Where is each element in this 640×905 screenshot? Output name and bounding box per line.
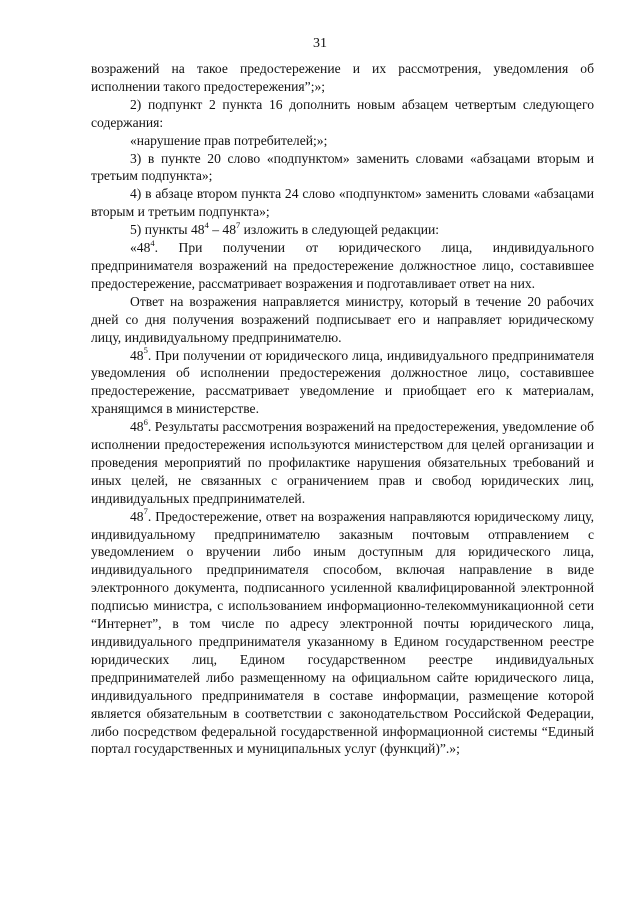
superscript-index: 5 [143, 344, 148, 355]
text-segment: 3) в пункте 20 слово «подпунктом» заменить словами «абзацами вторым и третьим подпункта»; [91, 150, 594, 184]
text-segment: – 48 [208, 222, 236, 238]
text-segment: «48 [130, 240, 151, 256]
text-segment: . При получении от юридического лица, индивидуального предпринимателя уведомления об исполнении предостережения должностное лицо, составившее предостережение, рассматривает уведомление и приобщает его к материалам, хранящимся в министерстве. [91, 347, 594, 417]
text-segment: 48 [130, 508, 144, 524]
text-segment: 48 [130, 419, 144, 435]
paragraph-9 [91, 344, 594, 419]
superscript-index: 7 [236, 219, 241, 230]
paragraph-2 [91, 96, 594, 132]
text-segment: Ответ на возражения направляется министру, который в течение 20 рабочих дней со дня получения возражений подписывает его и направляет юридическому лицу, индивидуальному предпринимателю. [91, 293, 594, 345]
paragraph-10 [91, 418, 594, 508]
paragraph-1 [91, 60, 594, 96]
superscript-index: 4 [150, 237, 155, 248]
paragraph-8 [91, 293, 594, 347]
text-segment: возражений на такое предостережение и их рассмотрения, уведомления об исполнении такого предостережения”;»; [91, 61, 594, 94]
text-segment: 48 [130, 347, 144, 363]
text-segment: изложить в следующей редакции: [240, 222, 440, 238]
page-number: 31 [313, 36, 327, 51]
text-segment: . При получении от юридического лица, индивидуального предпринимателя возражений на предостережение должностное лицо, составившее предостережение, рассматривает возражения и подготавливает ответ на них. [91, 240, 594, 291]
paragraph-7 [91, 239, 594, 293]
text-segment: «нарушение прав потребителей;»; [130, 132, 328, 148]
text-segment: . Результаты рассмотрения возражений на предостережения, уведомление об исполнении предостережения используются министерством для целей организации и проведения мероприятий по профилактике нарушения обязательных требований и иных целей, не связанных с ограничением прав и свобод юридических лиц, индивидуальных предпринимателей. [91, 419, 594, 506]
text-segment: 5) пункты 48 [130, 222, 205, 238]
text-segment: . Предостережение, ответ на возражения направляются юридическому лицу, индивидуальному предпринимателю заказным почтовым отправлением с уведомлением о вручении либо иным доступным для юридического лица, индивидуального предпринимателя способом, включая направление в виде электронного документа, подписанного усиленной квалифицированной электронной подписью министра, с использованием информационно-телекоммуникационной сети “Интернет”, в том числе по адресу электронной почты юридического лица, индивидуального предпринимателя указанному в Едином государственном реестре юридических лиц, Едином государственном реестре индивидуальных предпринимателей либо размещенному на официальном сайте юридического лица, индивидуального предпринимателя в составе информации, размещение которой является обязательным в соответствии с законодательством Российской Федерации, либо посредством федеральной государственной информационной системы “Единый портал государственных и муниципальных услуг (функций)”.»; [91, 508, 594, 757]
text-segment: 2) подпункт 2 пункта 16 дополнить новым абзацем четвертым следующего содержания: [91, 96, 594, 130]
paragraph-3 [91, 132, 594, 150]
paragraph-6 [91, 221, 594, 239]
superscript-index: 7 [143, 506, 148, 517]
paragraph-4 [91, 150, 594, 186]
superscript-index: 6 [143, 416, 148, 427]
paragraph-5 [91, 185, 594, 221]
text-segment: 4) в абзаце втором пункта 24 слово «подпунктом» заменить словами «абзацами вторым и третьим подпункта»; [91, 186, 594, 220]
paragraph-11 [91, 508, 594, 759]
document-body [91, 60, 594, 758]
superscript-index: 4 [204, 219, 209, 230]
